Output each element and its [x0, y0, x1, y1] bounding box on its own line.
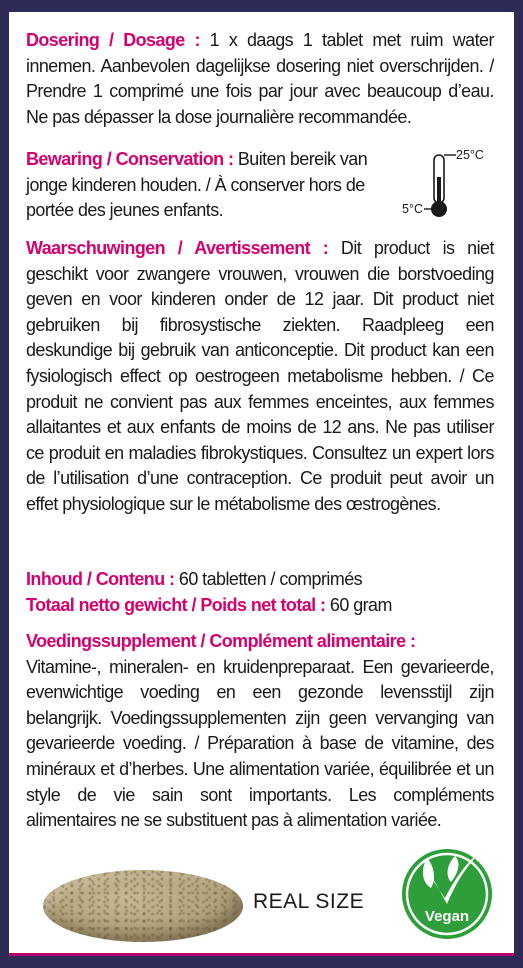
storage-section — [26, 147, 395, 224]
supplement-heading: Voedingssupplement / Complément alimentaire : — [26, 631, 416, 651]
label-panel — [9, 12, 514, 956]
contents-text: 60 tabletten / comprimés — [178, 569, 363, 589]
warnings-section — [26, 236, 494, 518]
vegan-badge — [397, 838, 497, 944]
vegan-label: Vegan — [424, 908, 470, 925]
temp-min-label: 5°C — [402, 202, 423, 216]
contents-line — [26, 567, 494, 593]
dosage-heading: Dosering / Dosage : — [26, 30, 200, 50]
warnings-heading: Waarschuwingen / Avertissement : — [26, 238, 329, 258]
vegan-leaf-icon — [397, 838, 497, 944]
tablet-image — [43, 870, 243, 942]
net-weight-heading: Totaal netto gewicht / Poids net total : — [26, 594, 326, 615]
supplement-text: Vitamine-, mineralen- en kruidenpreparaat. Een gevarieerde, evenwichtige voeding en een gezonde levensstijl zijn belangrijk. Voedingssupplementen zijn geen vervanging van gevarieerde voeding. / Préparation à base de vitamine, des minéraux et d’herbes. Une alimentation variée, équilibrée et un style de vie sain sont importants. Les compléments alimentaires ne se substituent pas à alimentation variée. — [26, 656, 494, 831]
temp-max-label: 25°C — [456, 148, 484, 162]
storage-text: Buiten bereik van jonge kinderen houden. / À conserver hors de portée des jeunes enfants. — [26, 149, 368, 221]
contents-heading: Inhoud / Contenu : — [26, 569, 175, 589]
warnings-text: Dit product is niet geschikt voor zwangere vrouwen, vrouwen die borstvoeding geven en voor kinderen onder de 12 jaar. Dit product niet gebruiken bij fibrosystische ziekten. Raadpleeg een deskundige bij gebruik van anticonceptie. Dit product kan een fysiologisch effect op oestrogeen metabolisme hebben. / Ce produit ne convient pas aux femmes enceintes, aux femmes allaitantes et aux enfants de moins de 12 ans. Ne pas utiliser ce produit en maladies fibrokystiques. Consultez un expert lors de l’utilisation d’une contraception. Ce produit peut avoir un effet physiologique sur le métabolisme des œstrogènes. — [26, 238, 494, 514]
storage-heading: Bewaring / Conservation : — [26, 149, 234, 169]
net-weight-text: 60 gram — [329, 594, 392, 615]
dosage-text: 1 x daags 1 tablet met ruim water innemen. Aanbevolen dagelijkse dosering niet overschrijden. / Prendre 1 comprimé une fois par jour avec beaucoup d’eau. Ne pas dépasser la dose journalière recommandée. — [26, 30, 494, 127]
supplement-section — [26, 629, 494, 834]
thermometer-icon — [394, 147, 504, 227]
real-size-label: REAL SIZE — [253, 890, 365, 913]
contents-section — [26, 567, 494, 618]
dosage-section — [26, 28, 494, 130]
net-weight-line — [26, 593, 494, 619]
